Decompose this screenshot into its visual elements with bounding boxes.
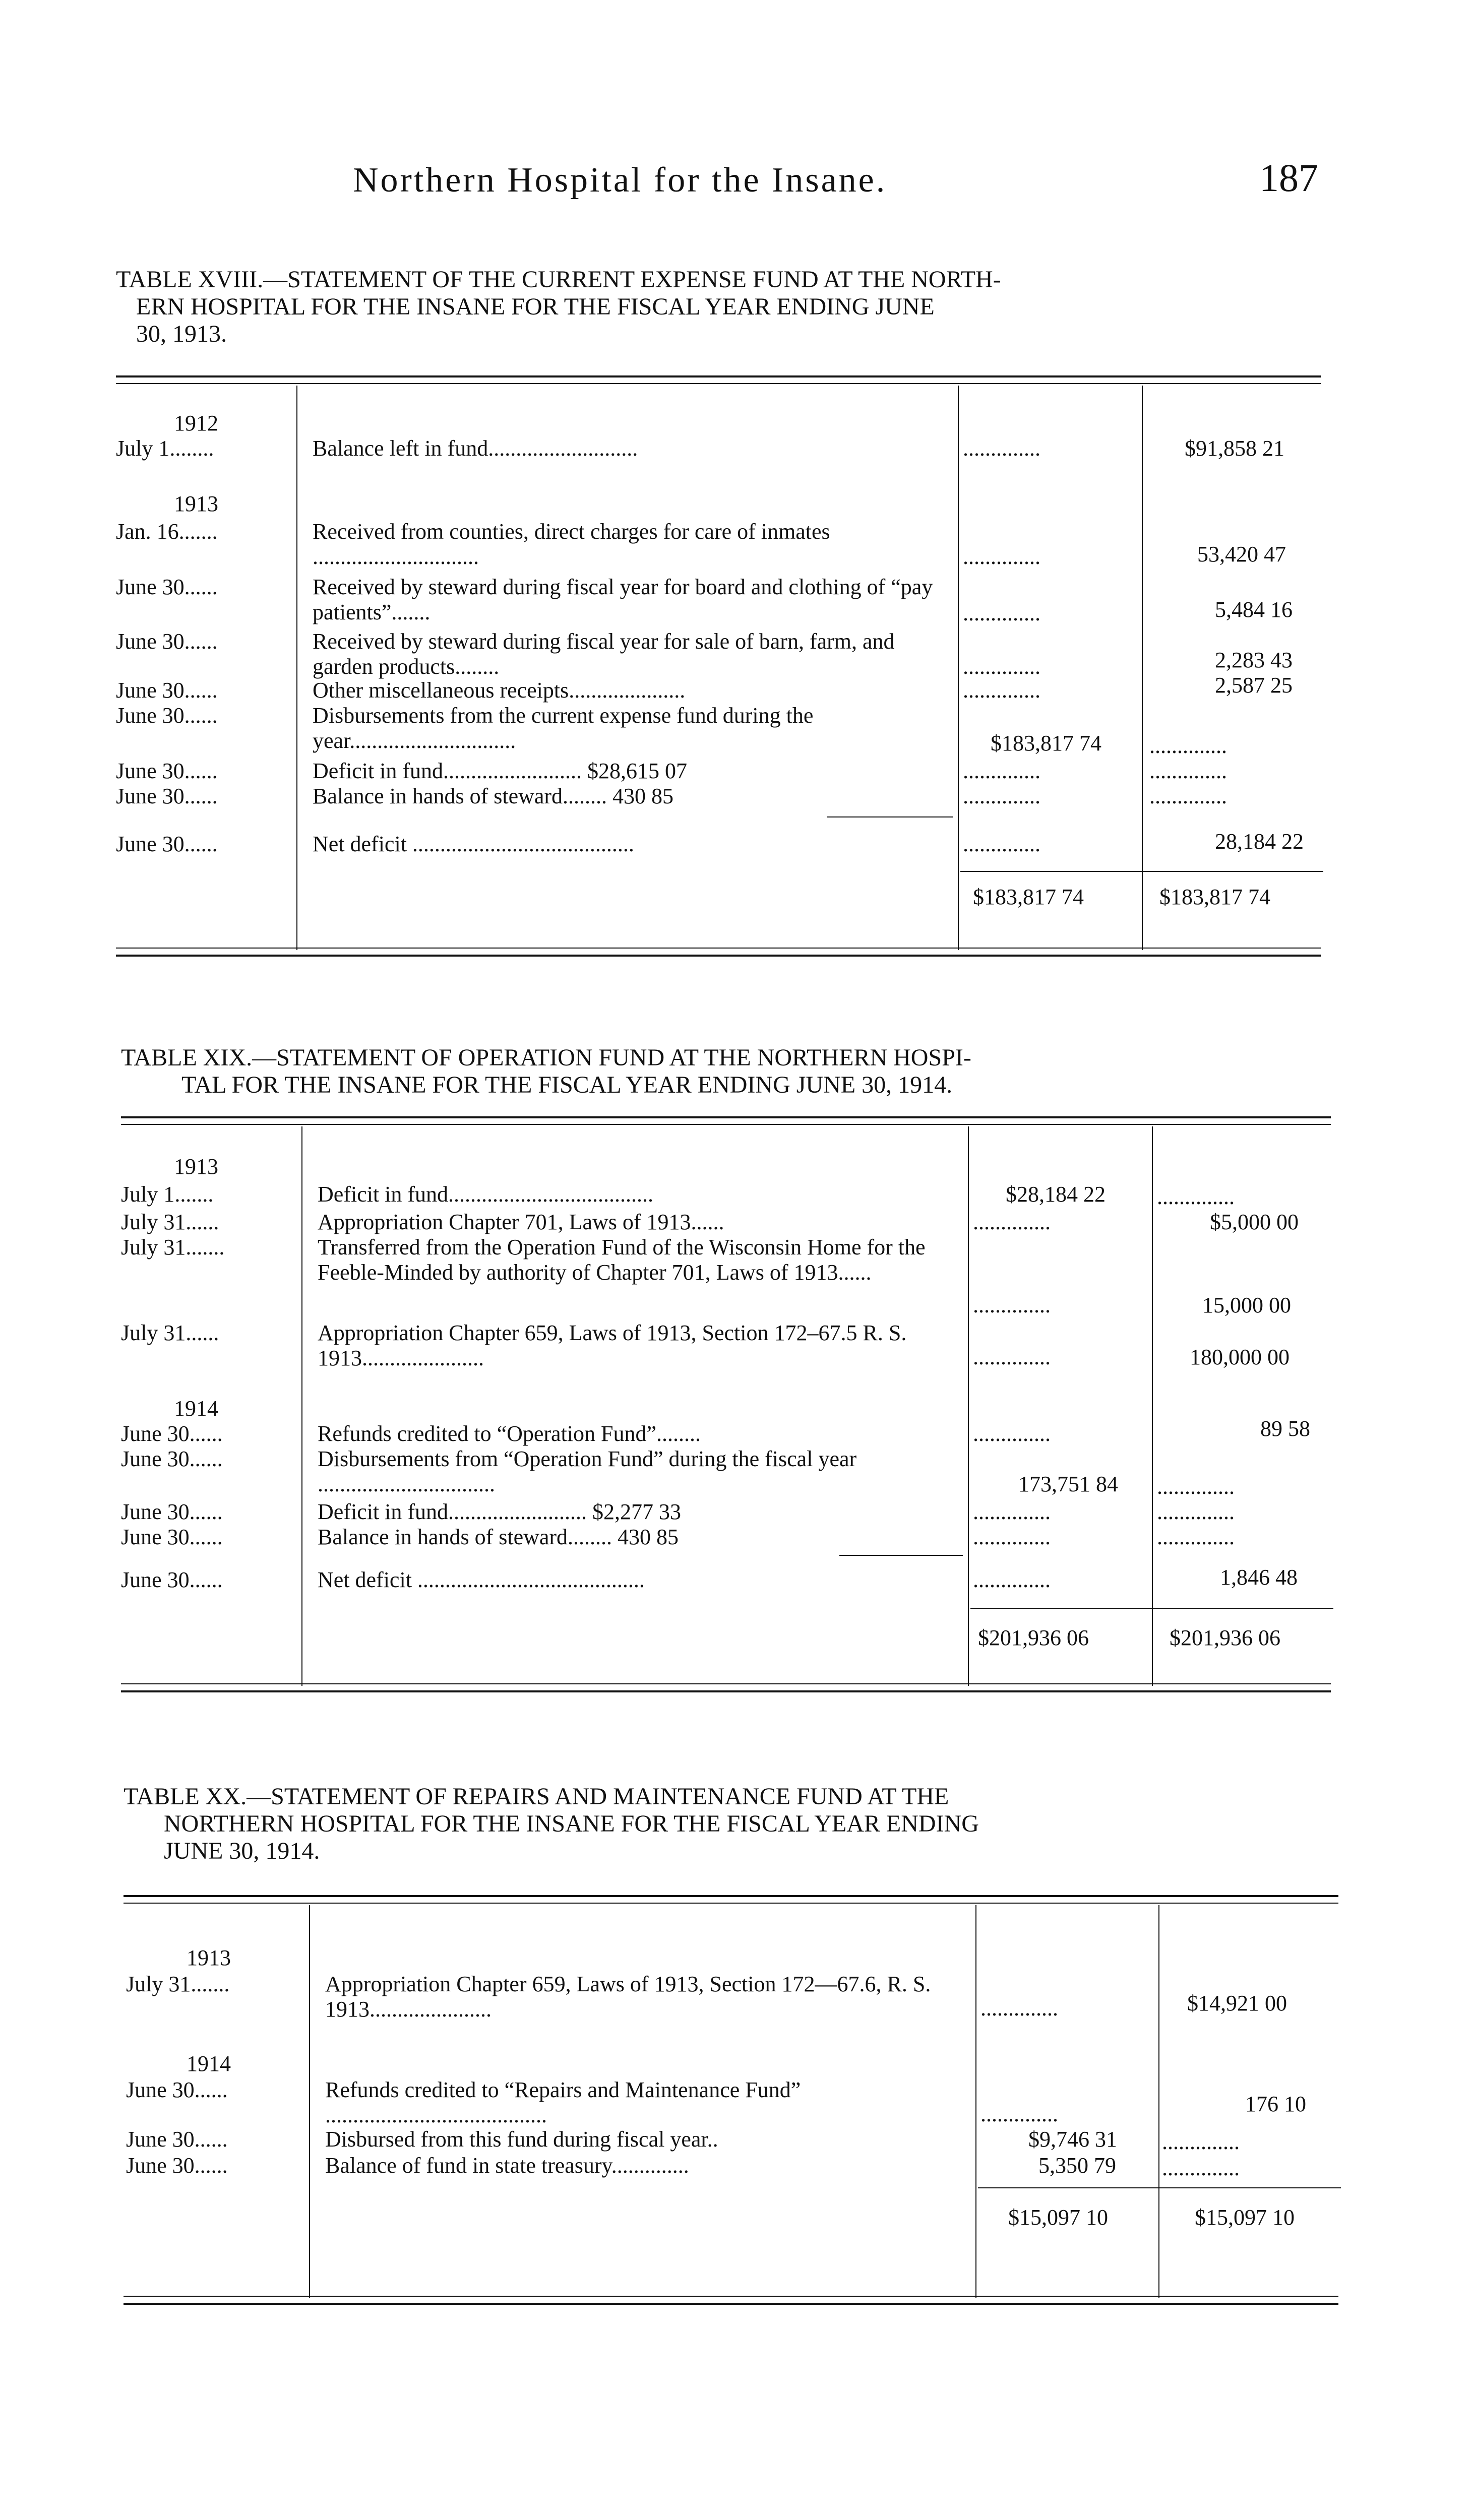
table-row-desc: Transferred from the Operation Fund of the Wisconsin Home for the Feeble-Minded by authority of Chapter 701, Laws of 1913...... [318, 1235, 926, 1285]
table18-col-divider [1142, 386, 1143, 950]
table-row-date: June 30...... [116, 784, 218, 808]
table-row-c2: $201,936 06 [1170, 1625, 1280, 1650]
table-row-c1: $183,817 74 [991, 731, 1101, 755]
caption-line: ERN HOSPITAL FOR THE INSANE FOR THE FISCAL YEAR ENDING JUNE [136, 293, 935, 320]
table-row-desc: Deficit in fund..................................... [318, 1182, 654, 1207]
table-row-c1: .............. [963, 759, 1040, 783]
caption-line: TABLE XVIII.—STATEMENT OF THE CURRENT EXPENSE FUND AT THE NORTH- [116, 266, 1001, 293]
table18-col-divider [958, 386, 959, 950]
table-row-date: June 30...... [121, 1499, 223, 1524]
table-row-c2: $5,000 00 [1210, 1210, 1299, 1234]
table20-caption [124, 1783, 1343, 1865]
table-row-c2: 53,420 47 [1197, 542, 1286, 566]
table-row-desc: Balance left in fund........................... [313, 436, 638, 461]
table-row-c1: .............. [973, 1293, 1051, 1317]
table-row-date: June 30...... [116, 703, 218, 728]
table-row-date: July 31...... [121, 1210, 219, 1234]
table19-col-divider [301, 1126, 302, 1686]
table-row-desc: Deficit in fund......................... $2,277 33 [318, 1499, 682, 1524]
table-row-desc: Disbursements from “Operation Fund” during the fiscal year ................................ [318, 1446, 857, 1496]
table-row-c2: 2,587 25 [1215, 673, 1293, 698]
table-row-c2: .............. [1157, 1525, 1235, 1549]
table-row-c2: .............. [1149, 759, 1227, 783]
table-row-desc: Net deficit ........................................ [313, 832, 634, 856]
table-row-desc: Received from counties, direct charges for care of inmates .............................. [313, 519, 830, 569]
table20-col-divider [309, 1905, 310, 2298]
table-row-desc: Other miscellaneous receipts..................... [313, 678, 686, 703]
table-row-date: July 31...... [121, 1320, 219, 1345]
total-rule [960, 871, 1323, 872]
table-row-c1: .............. [973, 1210, 1051, 1234]
table20-top-rule-2 [124, 1903, 1338, 1904]
table-row-date: 1912 [174, 411, 218, 435]
table-row-date: July 31....... [126, 1972, 230, 1996]
table-row-date: June 30...... [116, 575, 218, 599]
table-row-date: June 30...... [116, 629, 218, 654]
table-row-date: June 30...... [126, 2077, 228, 2102]
table-row-c2: .............. [1157, 1474, 1235, 1499]
table20-bottom-rule-2 [124, 2303, 1338, 2305]
table18-bottom-rule-2 [116, 955, 1321, 957]
table-row-c2: .............. [1162, 2156, 1240, 2180]
table-row-c2: .............. [1149, 733, 1227, 758]
table-row-c1: $28,184 22 [1006, 1182, 1106, 1207]
table-row-c2: 28,184 22 [1215, 829, 1304, 854]
table-row-date: July 1........ [116, 436, 214, 461]
table-row-c2: $14,921 00 [1187, 1991, 1287, 2015]
table-row-c1: .............. [963, 601, 1040, 625]
table19-bottom-rule [121, 1683, 1331, 1684]
table-row-c2: 5,484 16 [1215, 597, 1293, 622]
table18-top-rule [116, 375, 1321, 377]
subtotal-rule [827, 816, 953, 817]
table-row-date: June 30...... [116, 759, 218, 783]
table-row-c1: 173,751 84 [1018, 1472, 1118, 1496]
table-row-date: 1913 [174, 1154, 218, 1179]
table-row-date: June 30...... [116, 678, 218, 703]
table19-col-divider [1152, 1126, 1153, 1686]
caption-line: TABLE XX.—STATEMENT OF REPAIRS AND MAINTENANCE FUND AT THE [124, 1783, 949, 1810]
table-row-date: June 30...... [121, 1421, 223, 1446]
table19-caption [121, 1044, 1331, 1099]
table-row-date: July 1....... [121, 1182, 214, 1207]
table-row-desc: Net deficit ......................................... [318, 1567, 645, 1592]
table-row-c2: .............. [1157, 1499, 1235, 1524]
table-row-date: June 30...... [126, 2127, 228, 2152]
caption-line: 30, 1913. [136, 321, 227, 347]
table-row-c1: $201,936 06 [978, 1625, 1089, 1650]
table-row-c1: .............. [963, 678, 1040, 703]
table-row-date: June 30...... [121, 1446, 223, 1471]
table-row-c1: .............. [963, 832, 1040, 856]
table-row-date: 1914 [174, 1396, 218, 1421]
table-row-c1: .............. [963, 654, 1040, 679]
subtotal-rule [839, 1555, 963, 1556]
caption-line: JUNE 30, 1914. [164, 1838, 320, 1864]
caption-line: NORTHERN HOSPITAL FOR THE INSANE FOR THE FISCAL YEAR ENDING [164, 1810, 979, 1837]
page-number: 187 [1259, 156, 1318, 200]
running-header: Northern Hospital for the Insane. [353, 161, 887, 200]
table-row-desc: Balance in hands of steward........ 430 85 [313, 784, 674, 808]
table-row-c2: 180,000 00 [1190, 1345, 1290, 1369]
table-row-desc: Refunds credited to “Operation Fund”........ [318, 1421, 701, 1446]
table-row-date: June 30...... [116, 832, 218, 856]
table-row-c2: $15,097 10 [1195, 2205, 1295, 2230]
table-row-desc: Appropriation Chapter 659, Laws of 1913, Section 172–67.5 R. S. 1913...................... [318, 1320, 907, 1370]
table-row-date: 1913 [187, 1945, 231, 1970]
table-row-c1: .............. [973, 1499, 1051, 1524]
table-row-c2: 89 58 [1260, 1416, 1310, 1441]
table-row-date: Jan. 16....... [116, 519, 218, 544]
table-row-desc: Appropriation Chapter 659, Laws of 1913, Section 172—67.6, R. S. 1913...................... [325, 1972, 931, 2022]
table-row-c1: $183,817 74 [973, 885, 1084, 909]
table-row-c2: 2,283 43 [1215, 648, 1293, 672]
table-row-c1: .............. [973, 1421, 1051, 1446]
table19-top-rule-2 [121, 1124, 1331, 1125]
table18-top-rule-2 [116, 383, 1321, 384]
table19-bottom-rule-2 [121, 1690, 1331, 1692]
table-row-c2: 1,846 48 [1220, 1565, 1298, 1590]
table-row-desc: Appropriation Chapter 701, Laws of 1913...... [318, 1210, 724, 1234]
table-row-c2: $183,817 74 [1159, 885, 1270, 909]
table-row-desc: Refunds credited to “Repairs and Maintenance Fund” ........................................ [325, 2077, 801, 2127]
table-row-c1: $15,097 10 [1008, 2205, 1108, 2230]
table-row-c2: 176 10 [1245, 2092, 1306, 2116]
table-row-desc: Disbursed from this fund during fiscal year.. [325, 2127, 718, 2152]
table20-bottom-rule [124, 2296, 1338, 2297]
total-rule [970, 1608, 1333, 1609]
table-row-c1: .............. [963, 436, 1040, 461]
table-row-c1: .............. [980, 2102, 1058, 2126]
table-row-c2: 15,000 00 [1202, 1293, 1291, 1317]
table-row-date: June 30...... [126, 2153, 228, 2178]
table-row-c2: $91,858 21 [1185, 436, 1284, 461]
table20-top-rule [124, 1895, 1338, 1897]
table19-top-rule [121, 1116, 1331, 1118]
table-row-c1: $9,746 31 [1028, 2127, 1117, 2152]
table-row-date: 1913 [174, 491, 218, 516]
table-row-c1: .............. [963, 784, 1040, 808]
table-row-c2: .............. [1149, 784, 1227, 808]
table-row-c1: .............. [963, 544, 1040, 569]
caption-line: TAL FOR THE INSANE FOR THE FISCAL YEAR ENDING JUNE 30, 1914. [181, 1072, 953, 1098]
table-row-date: 1914 [187, 2051, 231, 2076]
table-row-desc: Received by steward during fiscal year for sale of barn, farm, and garden products........ [313, 629, 895, 679]
table-row-c1: .............. [980, 1996, 1058, 2021]
table-row-desc: Deficit in fund......................... $28,615 07 [313, 759, 688, 783]
table-row-c1: 5,350 79 [1038, 2153, 1116, 2178]
table-row-desc: Disbursements from the current expense fund during the year.............................. [313, 703, 814, 753]
table19-col-divider [968, 1126, 969, 1686]
table18-caption [116, 266, 1326, 348]
total-rule [978, 2187, 1341, 2188]
table-row-c1: .............. [973, 1345, 1051, 1369]
table-row-c1: .............. [973, 1525, 1051, 1549]
table-row-desc: Received by steward during fiscal year for board and clothing of “pay patients”....... [313, 575, 933, 624]
table-row-c2: .............. [1162, 2129, 1240, 2154]
table18-col-divider [296, 386, 297, 950]
table-row-date: June 30...... [121, 1525, 223, 1549]
table20-col-divider [975, 1905, 976, 2298]
table-row-date: June 30...... [121, 1567, 223, 1592]
table20-col-divider [1158, 1905, 1159, 2298]
table-row-c1: .............. [973, 1567, 1051, 1592]
table-row-date: July 31....... [121, 1235, 225, 1259]
table-row-desc: Balance in hands of steward........ 430 85 [318, 1525, 679, 1549]
table-row-c2: .............. [1157, 1184, 1235, 1209]
table-row-desc: Balance of fund in state treasury.............. [325, 2153, 689, 2178]
caption-line: TABLE XIX.—STATEMENT OF OPERATION FUND AT THE NORTHERN HOSPI- [121, 1044, 971, 1071]
table18-bottom-rule [116, 948, 1321, 949]
